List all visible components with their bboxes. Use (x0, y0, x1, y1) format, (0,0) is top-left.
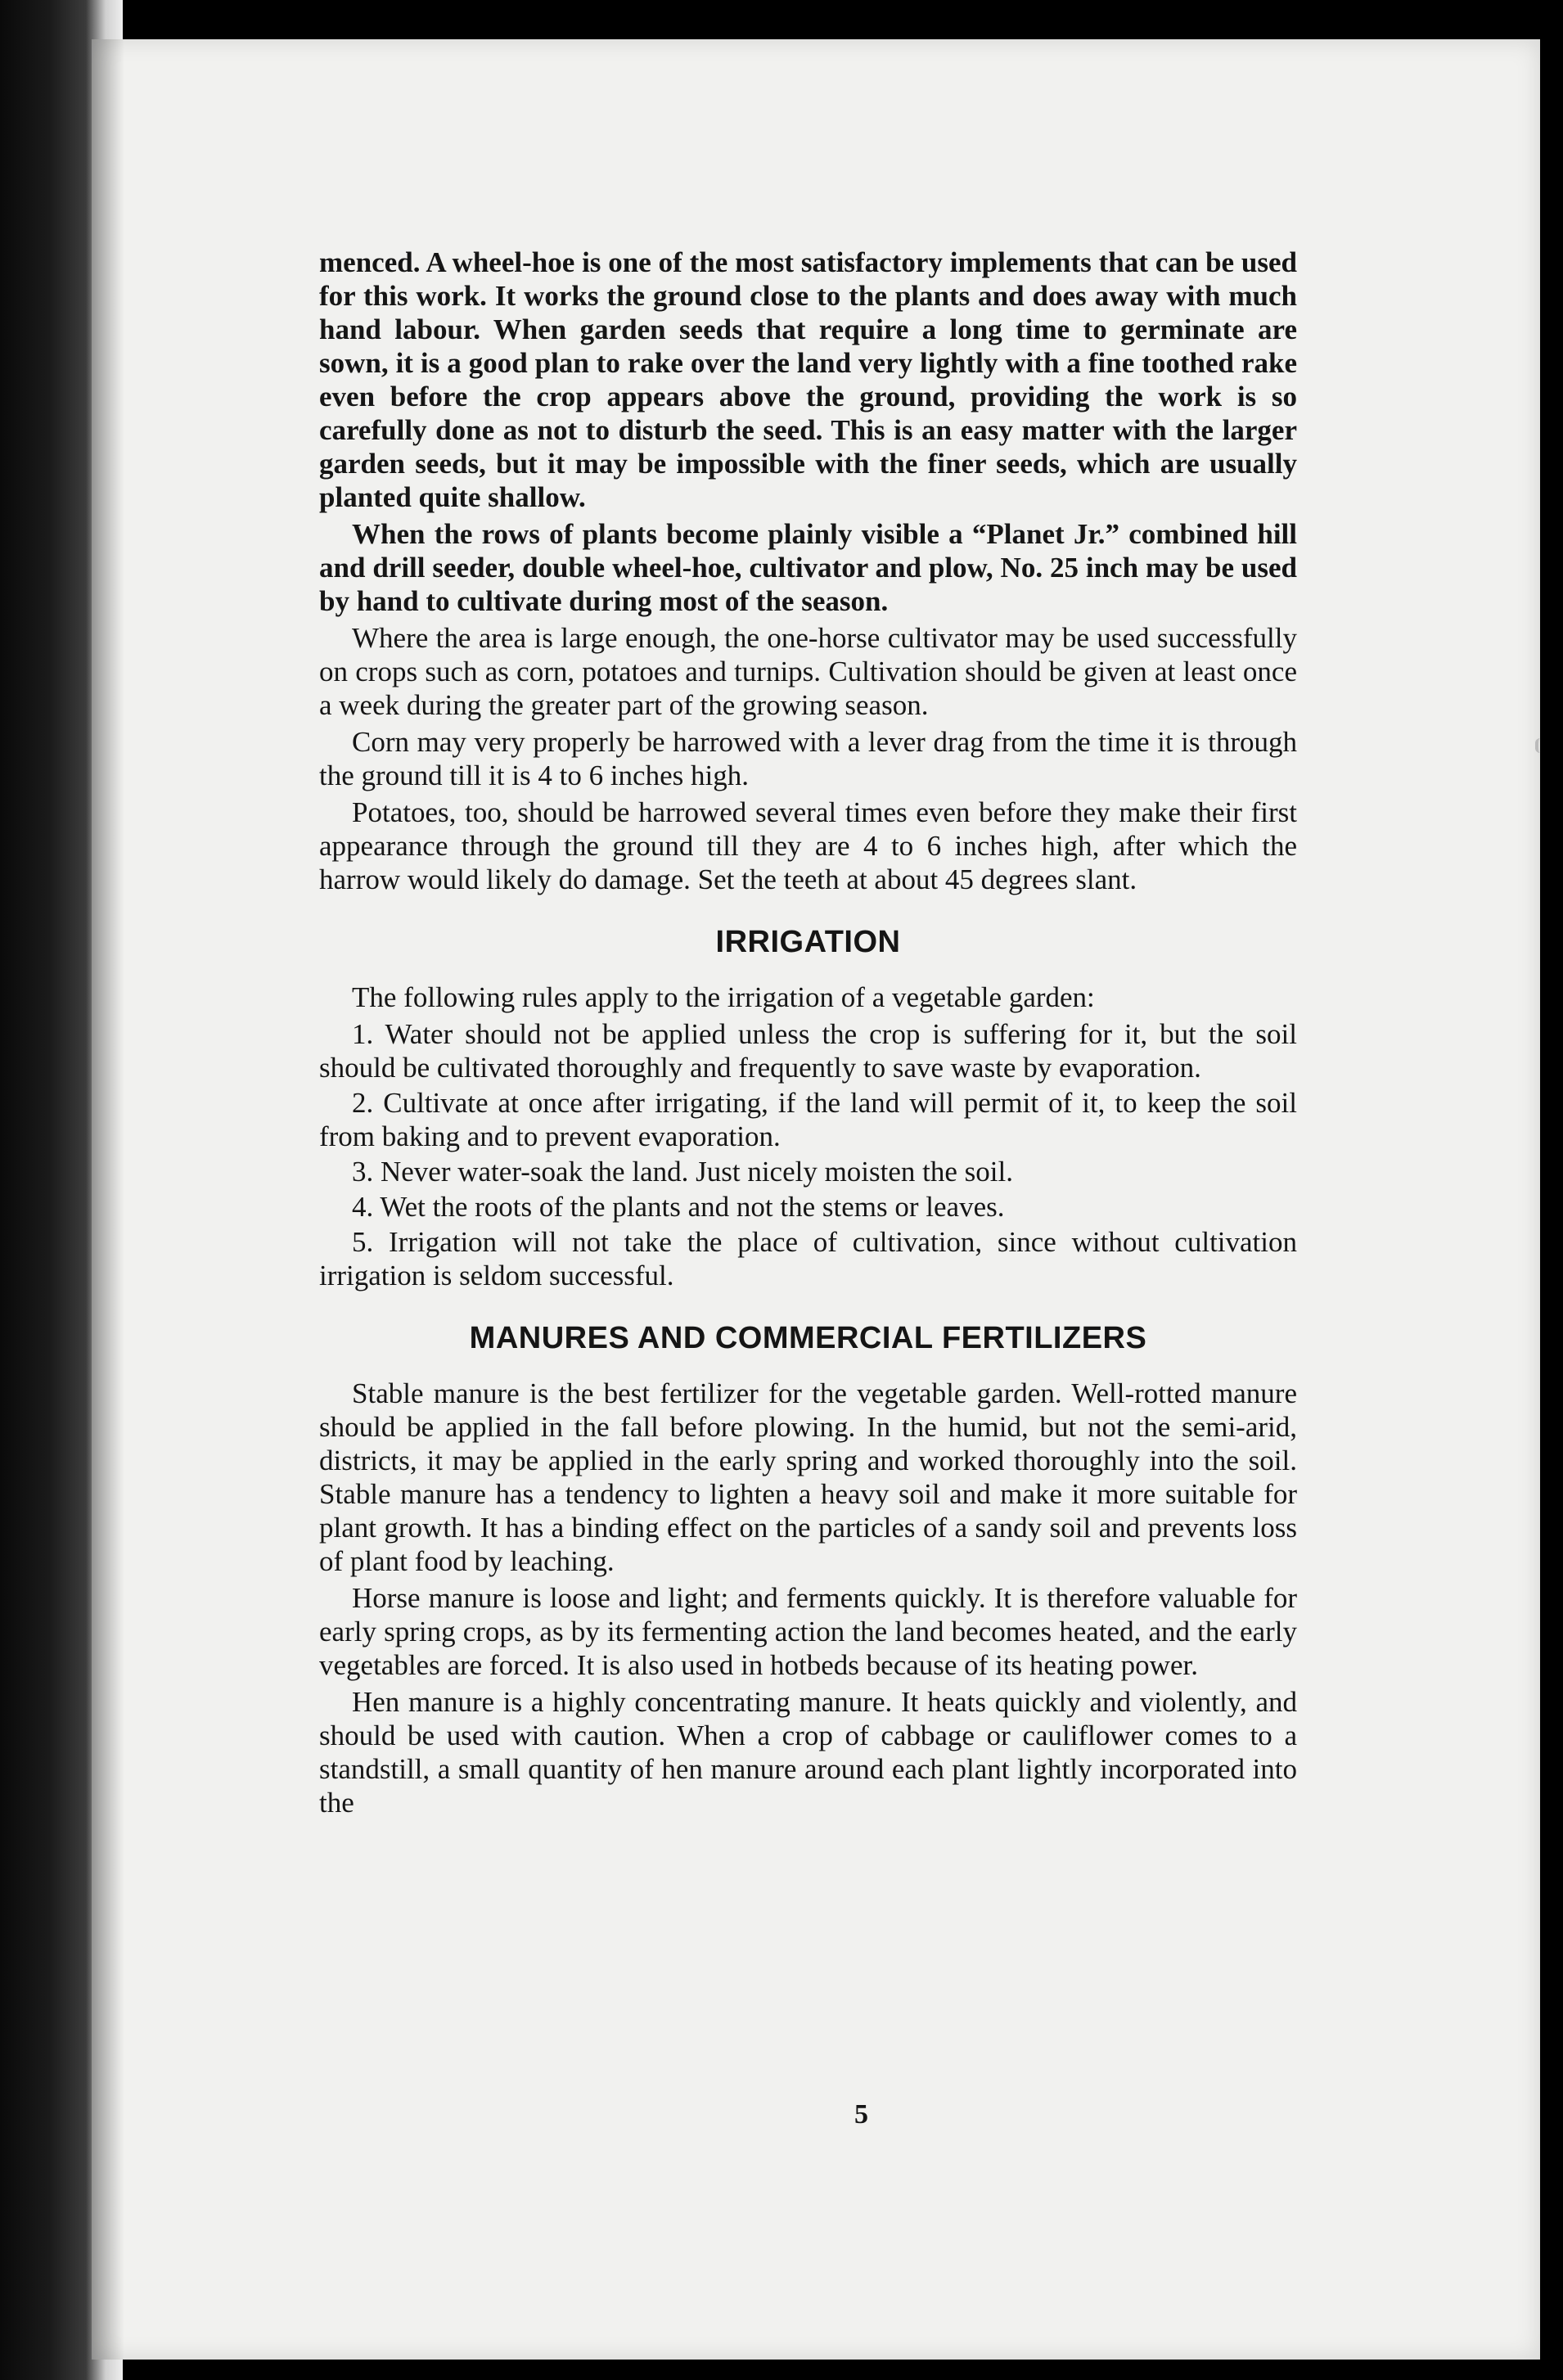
irrigation-rule: 5. Irrigation will not take the place of cultivation, since without cultivation irrigation is seldom successful. (319, 1226, 1297, 1291)
page-number (0, 2099, 1563, 2130)
paragraph-horse-manure: Horse manure is loose and light; and ferments quickly. It is therefore valuable for early spring crops, as by its fermenting action the land becomes heated, and the early vegetables are forced. It is also used in hotbeds because of its heating power. (319, 1582, 1297, 1681)
irrigation-rule: 4. Wet the roots of the plants and not the stems or leaves. (352, 1191, 1005, 1223)
paragraph-planet-jr: When the rows of plants become plainly visible a “Planet Jr.” combined hill and drill seeder, double wheel-hoe, cultivator and plow, No. 25 inch may be used by hand to cultivate during most of the season. (319, 518, 1297, 617)
heading-irrigation: IRRIGATION (715, 925, 901, 959)
paragraph-potatoes: Potatoes, too, should be harrowed several times even before they make their first appearance through the ground till they are 4 to 6 inches high, after which the harrow would likely do damage. Set the teeth at about 45 degrees slant. (319, 796, 1297, 895)
paragraph-corn: Corn may very properly be harrowed with a lever drag from the time it is through the ground till it is 4 to 6 inches high. (319, 726, 1297, 791)
irrigation-rule: 2. Cultivate at once after irrigating, if the land will permit of it, to keep the soil from baking and to prevent evaporation. (319, 1087, 1297, 1152)
gutter-shadow (92, 39, 124, 2360)
paragraph-stable-manure: Stable manure is the best fertilizer for the vegetable garden. Well-rotted manure should be applied in the fall before plowing. In the humid, but not the semi-arid, districts, it may be applied in the early spring and worked thoroughly into the soil. Stable manure has a tendency to lighten a heavy soil and make it more suitable for plant growth. It has a binding effect on the particles of a sandy soil and prevents loss of plant food by leaching. (319, 1377, 1297, 1577)
page-text (319, 246, 1297, 1823)
paragraph-one-horse-cultivator: Where the area is large enough, the one-horse cultivator may be used successfully on crops such as corn, potatoes and turnips. Cultivation should be given at least once a week during the greater part of the growing season. (319, 622, 1297, 721)
heading-manures: MANURES AND COMMERCIAL FERTILIZERS (469, 1321, 1147, 1355)
edge-mark (1535, 738, 1550, 753)
page-number-text: 5 (854, 2099, 868, 2130)
paragraph-hen-manure: Hen manure is a highly concentrating manure. It heats quickly and violently, and should be used with caution. When a crop of cabbage or cauliflower comes to a standstill, a small quantity of hen manure around each plant lightly incorporated into the (319, 1686, 1297, 1819)
irrigation-intro: The following rules apply to the irrigation of a vegetable garden: (352, 981, 1095, 1013)
irrigation-rule: 3. Never water-soak the land. Just nicely moisten the soil. (352, 1156, 1013, 1188)
paragraph-cultivation-continued: menced. A wheel-hoe is one of the most satisfactory implements that can be used for this work. It works the ground close to the plants and does away with much hand labour. When garden seeds that require a long time to germinate are sown, it is a good plan to rake over the land very lightly with a fine toothed rake even before the crop appears above the ground, providing the work is so carefully done as not to disturb the seed. This is an easy matter with the larger garden seeds, but it may be impossible with the finer seeds, which are usually planted quite shallow. (319, 246, 1297, 513)
irrigation-rule: 1. Water should not be applied unless the crop is suffering for it, but the soil should be cultivated thoroughly and frequently to save waste by evaporation. (319, 1018, 1297, 1084)
